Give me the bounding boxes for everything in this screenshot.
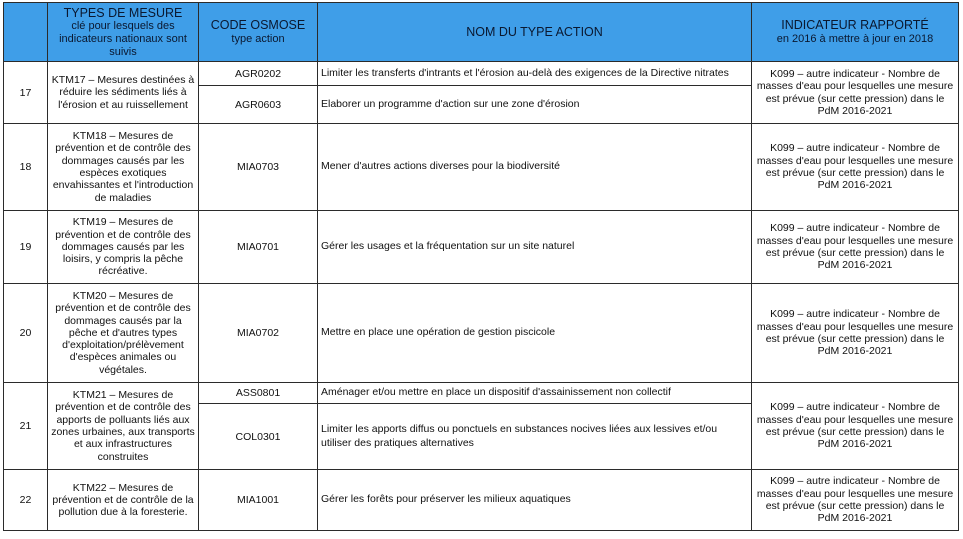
measure-type-cell: KTM21 – Mesures de prévention et de contrôle des apports de polluants liés aux zones urbaines, aux transports et aux infrastructures construites xyxy=(48,383,199,470)
header-osmose-code-title: CODE OSMOSE xyxy=(210,18,306,33)
header-measure-types-title: TYPES DE MESURE xyxy=(63,5,183,20)
row-number: 22 xyxy=(4,470,48,531)
osmose-code-cell: MIA1001 xyxy=(199,470,318,531)
osmose-code-cell: ASS0801 xyxy=(199,383,318,404)
header-row xyxy=(4,3,959,62)
header-indicator-title: INDICATEUR RAPPORTÉ xyxy=(781,18,929,33)
measures-table xyxy=(3,2,959,531)
osmose-code-cell: COL0301 xyxy=(199,404,318,470)
measure-type-cell: KTM17 – Mesures destinées à réduire les sédiments liés à l'érosion et au ruissellement xyxy=(48,62,199,124)
measure-type-cell: KTM19 – Mesures de prévention et de contrôle des dommages causés par les loisirs, y compris la pêche récréative. xyxy=(48,211,199,284)
action-name-cell: Limiter les apports diffus ou ponctuels en substances nocives liées aux lessives et/ou utiliser des pratiques alternatives xyxy=(318,404,752,470)
header-action-name xyxy=(318,3,752,62)
header-measure-types-subtitle: clé pour lesquels des indicateurs nationaux sont suivis xyxy=(59,20,187,58)
action-name-cell: Mettre en place une opération de gestion piscicole xyxy=(318,284,752,383)
table-row-18 xyxy=(4,124,959,211)
osmose-code-cell: MIA0703 xyxy=(199,124,318,211)
row-number: 17 xyxy=(4,62,48,124)
header-indicator-subtitle: en 2016 à mettre à jour en 2018 xyxy=(776,32,934,45)
row-number: 19 xyxy=(4,211,48,284)
measure-type-cell: KTM18 – Mesures de prévention et de contrôle des dommages causés par les espèces exotiques envahissantes et l'introduction de maladies xyxy=(48,124,199,211)
indicator-cell: K099 – autre indicateur - Nombre de masses d'eau pour lesquelles une mesure est prévue (sur cette pression) dans le PdM 2016-2021 xyxy=(752,211,959,284)
row-number: 18 xyxy=(4,124,48,211)
header-measure-types xyxy=(48,3,199,62)
osmose-code-cell: MIA0701 xyxy=(199,211,318,284)
indicator-cell: K099 – autre indicateur - Nombre de masses d'eau pour lesquelles une mesure est prévue (sur cette pression) dans le PdM 2016-2021 xyxy=(752,383,959,470)
action-name-cell: Elaborer un programme d'action sur une zone d'érosion xyxy=(318,86,752,124)
table-row-21 xyxy=(4,383,959,404)
action-name-cell: Limiter les transferts d'intrants et l'érosion au-delà des exigences de la Directive nitrates xyxy=(318,62,752,86)
indicator-cell: K099 – autre indicateur - Nombre de masses d'eau pour lesquelles une mesure est prévue (sur cette pression) dans le PdM 2016-2021 xyxy=(752,124,959,211)
action-name-cell: Mener d'autres actions diverses pour la biodiversité xyxy=(318,124,752,211)
row-number: 21 xyxy=(4,383,48,470)
header-number xyxy=(4,3,48,62)
row-number: 20 xyxy=(4,284,48,383)
header-osmose-code xyxy=(199,3,318,62)
measure-type-cell: KTM20 – Mesures de prévention et de contrôle des dommages causés par la pêche et d'autres types d'exploitation/prélèvement d'espèces animales ou végétales. xyxy=(48,284,199,383)
measure-type-cell: KTM22 – Mesures de prévention et de contrôle de la pollution due à la foresterie. xyxy=(48,470,199,531)
table-row-20 xyxy=(4,284,959,383)
osmose-code-cell: MIA0702 xyxy=(199,284,318,383)
indicator-cell: K099 – autre indicateur - Nombre de masses d'eau pour lesquelles une mesure est prévue (sur cette pression) dans le PdM 2016-2021 xyxy=(752,470,959,531)
table-row-17 xyxy=(4,62,959,86)
action-name-cell: Aménager et/ou mettre en place un dispositif d'assainissement non collectif xyxy=(318,383,752,404)
indicator-cell: K099 – autre indicateur - Nombre de masses d'eau pour lesquelles une mesure est prévue (sur cette pression) dans le PdM 2016-2021 xyxy=(752,62,959,124)
header-indicator xyxy=(752,3,959,62)
osmose-code-cell: AGR0603 xyxy=(199,86,318,124)
osmose-code-cell: AGR0202 xyxy=(199,62,318,86)
header-osmose-code-subtitle: type action xyxy=(231,32,285,45)
indicator-cell: K099 – autre indicateur - Nombre de masses d'eau pour lesquelles une mesure est prévue (sur cette pression) dans le PdM 2016-2021 xyxy=(752,284,959,383)
action-name-cell: Gérer les forêts pour préserver les milieux aquatiques xyxy=(318,470,752,531)
table-row-19 xyxy=(4,211,959,284)
table-row-22 xyxy=(4,470,959,531)
action-name-cell: Gérer les usages et la fréquentation sur un site naturel xyxy=(318,211,752,284)
header-action-name-title: NOM DU TYPE ACTION xyxy=(466,24,603,39)
